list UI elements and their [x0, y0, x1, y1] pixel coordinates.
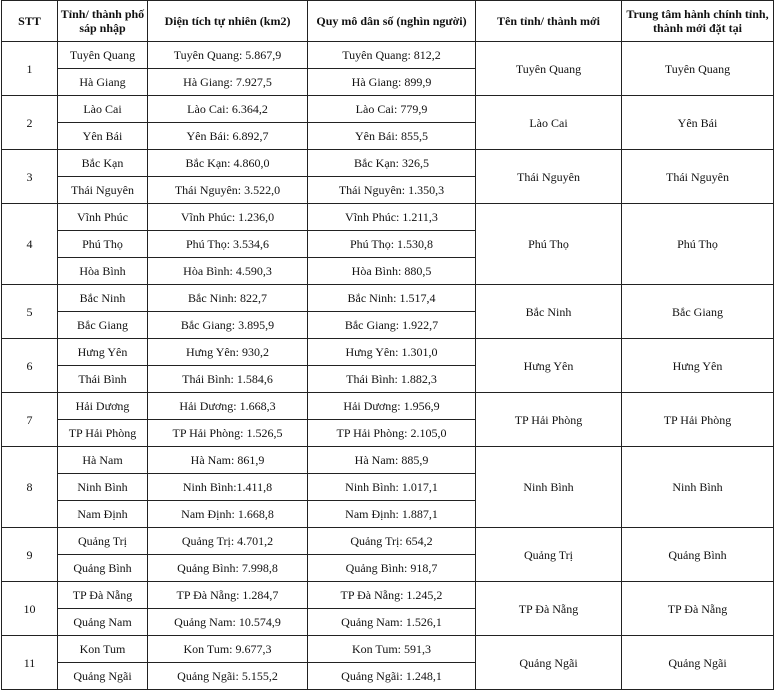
area-cell: Hưng Yên: 930,2 — [148, 339, 308, 366]
area-cell: Phú Thọ: 3.534,6 — [148, 231, 308, 258]
province-cell: Kon Tum — [58, 636, 148, 663]
table-row — [2, 150, 774, 177]
header-stt: STT — [2, 1, 58, 42]
new-name-cell: Quảng Ngãi — [476, 636, 622, 690]
population-cell: Bắc Ninh: 1.517,4 — [308, 285, 476, 312]
new-name-cell: Phú Thọ — [476, 204, 622, 285]
admin-center-cell: TP Hải Phòng — [622, 393, 774, 447]
population-cell: Hà Giang: 899,9 — [308, 69, 476, 96]
new-name-cell: Quảng Trị — [476, 528, 622, 582]
header-row — [2, 1, 774, 42]
admin-center-cell: Bắc Giang — [622, 285, 774, 339]
table-row — [2, 582, 774, 609]
stt-cell: 10 — [2, 582, 58, 636]
population-cell: Yên Bái: 855,5 — [308, 123, 476, 150]
stt-cell: 11 — [2, 636, 58, 690]
population-cell: Vĩnh Phúc: 1.211,3 — [308, 204, 476, 231]
area-cell: Kon Tum: 9.677,3 — [148, 636, 308, 663]
area-cell: TP Hải Phòng: 1.526,5 — [148, 420, 308, 447]
population-cell: Nam Định: 1.887,1 — [308, 501, 476, 528]
province-cell: Ninh Bình — [58, 474, 148, 501]
province-cell: Vĩnh Phúc — [58, 204, 148, 231]
population-cell: Hòa Bình: 880,5 — [308, 258, 476, 285]
population-cell: Bắc Giang: 1.922,7 — [308, 312, 476, 339]
stt-cell: 7 — [2, 393, 58, 447]
header-population: Quy mô dân số (nghìn người) — [308, 1, 476, 42]
population-cell: Hà Nam: 885,9 — [308, 447, 476, 474]
table-row — [2, 528, 774, 555]
province-cell: Tuyên Quang — [58, 42, 148, 69]
population-cell: Hải Dương: 1.956,9 — [308, 393, 476, 420]
area-cell: Bắc Ninh: 822,7 — [148, 285, 308, 312]
admin-center-cell: Hưng Yên — [622, 339, 774, 393]
stt-cell: 6 — [2, 339, 58, 393]
stt-cell: 3 — [2, 150, 58, 204]
area-cell: Hòa Bình: 4.590,3 — [148, 258, 308, 285]
table-row — [2, 96, 774, 123]
province-cell: Phú Thọ — [58, 231, 148, 258]
new-name-cell: Tuyên Quang — [476, 42, 622, 96]
admin-center-cell: Ninh Bình — [622, 447, 774, 528]
admin-center-cell: Yên Bái — [622, 96, 774, 150]
stt-cell: 8 — [2, 447, 58, 528]
province-cell: Thái Nguyên — [58, 177, 148, 204]
admin-center-cell: TP Đà Nẵng — [622, 582, 774, 636]
population-cell: TP Đà Nẵng: 1.245,2 — [308, 582, 476, 609]
table-row — [2, 42, 774, 69]
population-cell: Kon Tum: 591,3 — [308, 636, 476, 663]
table-row — [2, 204, 774, 231]
stt-cell: 9 — [2, 528, 58, 582]
province-cell: Quảng Bình — [58, 555, 148, 582]
population-cell: Quảng Ngãi: 1.248,1 — [308, 663, 476, 690]
area-cell: Hà Giang: 7.927,5 — [148, 69, 308, 96]
area-cell: Hải Dương: 1.668,3 — [148, 393, 308, 420]
province-cell: Hòa Bình — [58, 258, 148, 285]
province-cell: Hà Giang — [58, 69, 148, 96]
area-cell: Quảng Trị: 4.701,2 — [148, 528, 308, 555]
header-new-name: Tên tỉnh/ thành mới — [476, 1, 622, 42]
table-row — [2, 393, 774, 420]
area-cell: Quảng Bình: 7.998,8 — [148, 555, 308, 582]
new-name-cell: Lào Cai — [476, 96, 622, 150]
province-cell: Quảng Trị — [58, 528, 148, 555]
new-name-cell: TP Đà Nẵng — [476, 582, 622, 636]
admin-center-cell: Quảng Bình — [622, 528, 774, 582]
admin-center-cell: Quảng Ngãi — [622, 636, 774, 690]
area-cell: Quảng Ngãi: 5.155,2 — [148, 663, 308, 690]
new-name-cell: Ninh Bình — [476, 447, 622, 528]
area-cell: TP Đà Nẵng: 1.284,7 — [148, 582, 308, 609]
new-name-cell: TP Hải Phòng — [476, 393, 622, 447]
admin-center-cell: Tuyên Quang — [622, 42, 774, 96]
population-cell: Bắc Kạn: 326,5 — [308, 150, 476, 177]
area-cell: Bắc Giang: 3.895,9 — [148, 312, 308, 339]
area-cell: Thái Bình: 1.584,6 — [148, 366, 308, 393]
area-cell: Tuyên Quang: 5.867,9 — [148, 42, 308, 69]
province-cell: Hà Nam — [58, 447, 148, 474]
province-cell: Quảng Ngãi — [58, 663, 148, 690]
province-cell: Hưng Yên — [58, 339, 148, 366]
province-cell: Nam Định — [58, 501, 148, 528]
province-cell: Quảng Nam — [58, 609, 148, 636]
area-cell: Ninh Bình:1.411,8 — [148, 474, 308, 501]
area-cell: Vĩnh Phúc: 1.236,0 — [148, 204, 308, 231]
population-cell: Tuyên Quang: 812,2 — [308, 42, 476, 69]
population-cell: Lào Cai: 779,9 — [308, 96, 476, 123]
area-cell: Hà Nam: 861,9 — [148, 447, 308, 474]
area-cell: Nam Định: 1.668,8 — [148, 501, 308, 528]
merger-table — [1, 0, 774, 690]
admin-center-cell: Phú Thọ — [622, 204, 774, 285]
table-row — [2, 285, 774, 312]
population-cell: Quảng Trị: 654,2 — [308, 528, 476, 555]
population-cell: Thái Bình: 1.882,3 — [308, 366, 476, 393]
area-cell: Lào Cai: 6.364,2 — [148, 96, 308, 123]
population-cell: Quảng Nam: 1.526,1 — [308, 609, 476, 636]
stt-cell: 1 — [2, 42, 58, 96]
province-cell: Hải Dương — [58, 393, 148, 420]
stt-cell: 5 — [2, 285, 58, 339]
area-cell: Yên Bái: 6.892,7 — [148, 123, 308, 150]
province-cell: Thái Bình — [58, 366, 148, 393]
new-name-cell: Bắc Ninh — [476, 285, 622, 339]
table-row — [2, 636, 774, 663]
stt-cell: 2 — [2, 96, 58, 150]
table-row — [2, 447, 774, 474]
table-row — [2, 339, 774, 366]
population-cell: Hưng Yên: 1.301,0 — [308, 339, 476, 366]
province-cell: Lào Cai — [58, 96, 148, 123]
area-cell: Thái Nguyên: 3.522,0 — [148, 177, 308, 204]
area-cell: Bắc Kạn: 4.860,0 — [148, 150, 308, 177]
new-name-cell: Thái Nguyên — [476, 150, 622, 204]
population-cell: Thái Nguyên: 1.350,3 — [308, 177, 476, 204]
population-cell: Ninh Bình: 1.017,1 — [308, 474, 476, 501]
table-body — [2, 42, 774, 690]
header-area: Diện tích tự nhiên (km2) — [148, 1, 308, 42]
admin-center-cell: Thái Nguyên — [622, 150, 774, 204]
population-cell: Quảng Bình: 918,7 — [308, 555, 476, 582]
province-cell: Bắc Kạn — [58, 150, 148, 177]
population-cell: Phú Thọ: 1.530,8 — [308, 231, 476, 258]
province-cell: Bắc Giang — [58, 312, 148, 339]
header-admin-center: Trung tâm hành chính tỉnh, thành mới đặt tại — [622, 1, 774, 42]
province-cell: Bắc Ninh — [58, 285, 148, 312]
stt-cell: 4 — [2, 204, 58, 285]
header-merged-province: Tỉnh/ thành phố sáp nhập — [58, 1, 148, 42]
province-cell: TP Đà Nẵng — [58, 582, 148, 609]
new-name-cell: Hưng Yên — [476, 339, 622, 393]
population-cell: TP Hải Phòng: 2.105,0 — [308, 420, 476, 447]
province-cell: Yên Bái — [58, 123, 148, 150]
area-cell: Quảng Nam: 10.574,9 — [148, 609, 308, 636]
province-cell: TP Hải Phòng — [58, 420, 148, 447]
